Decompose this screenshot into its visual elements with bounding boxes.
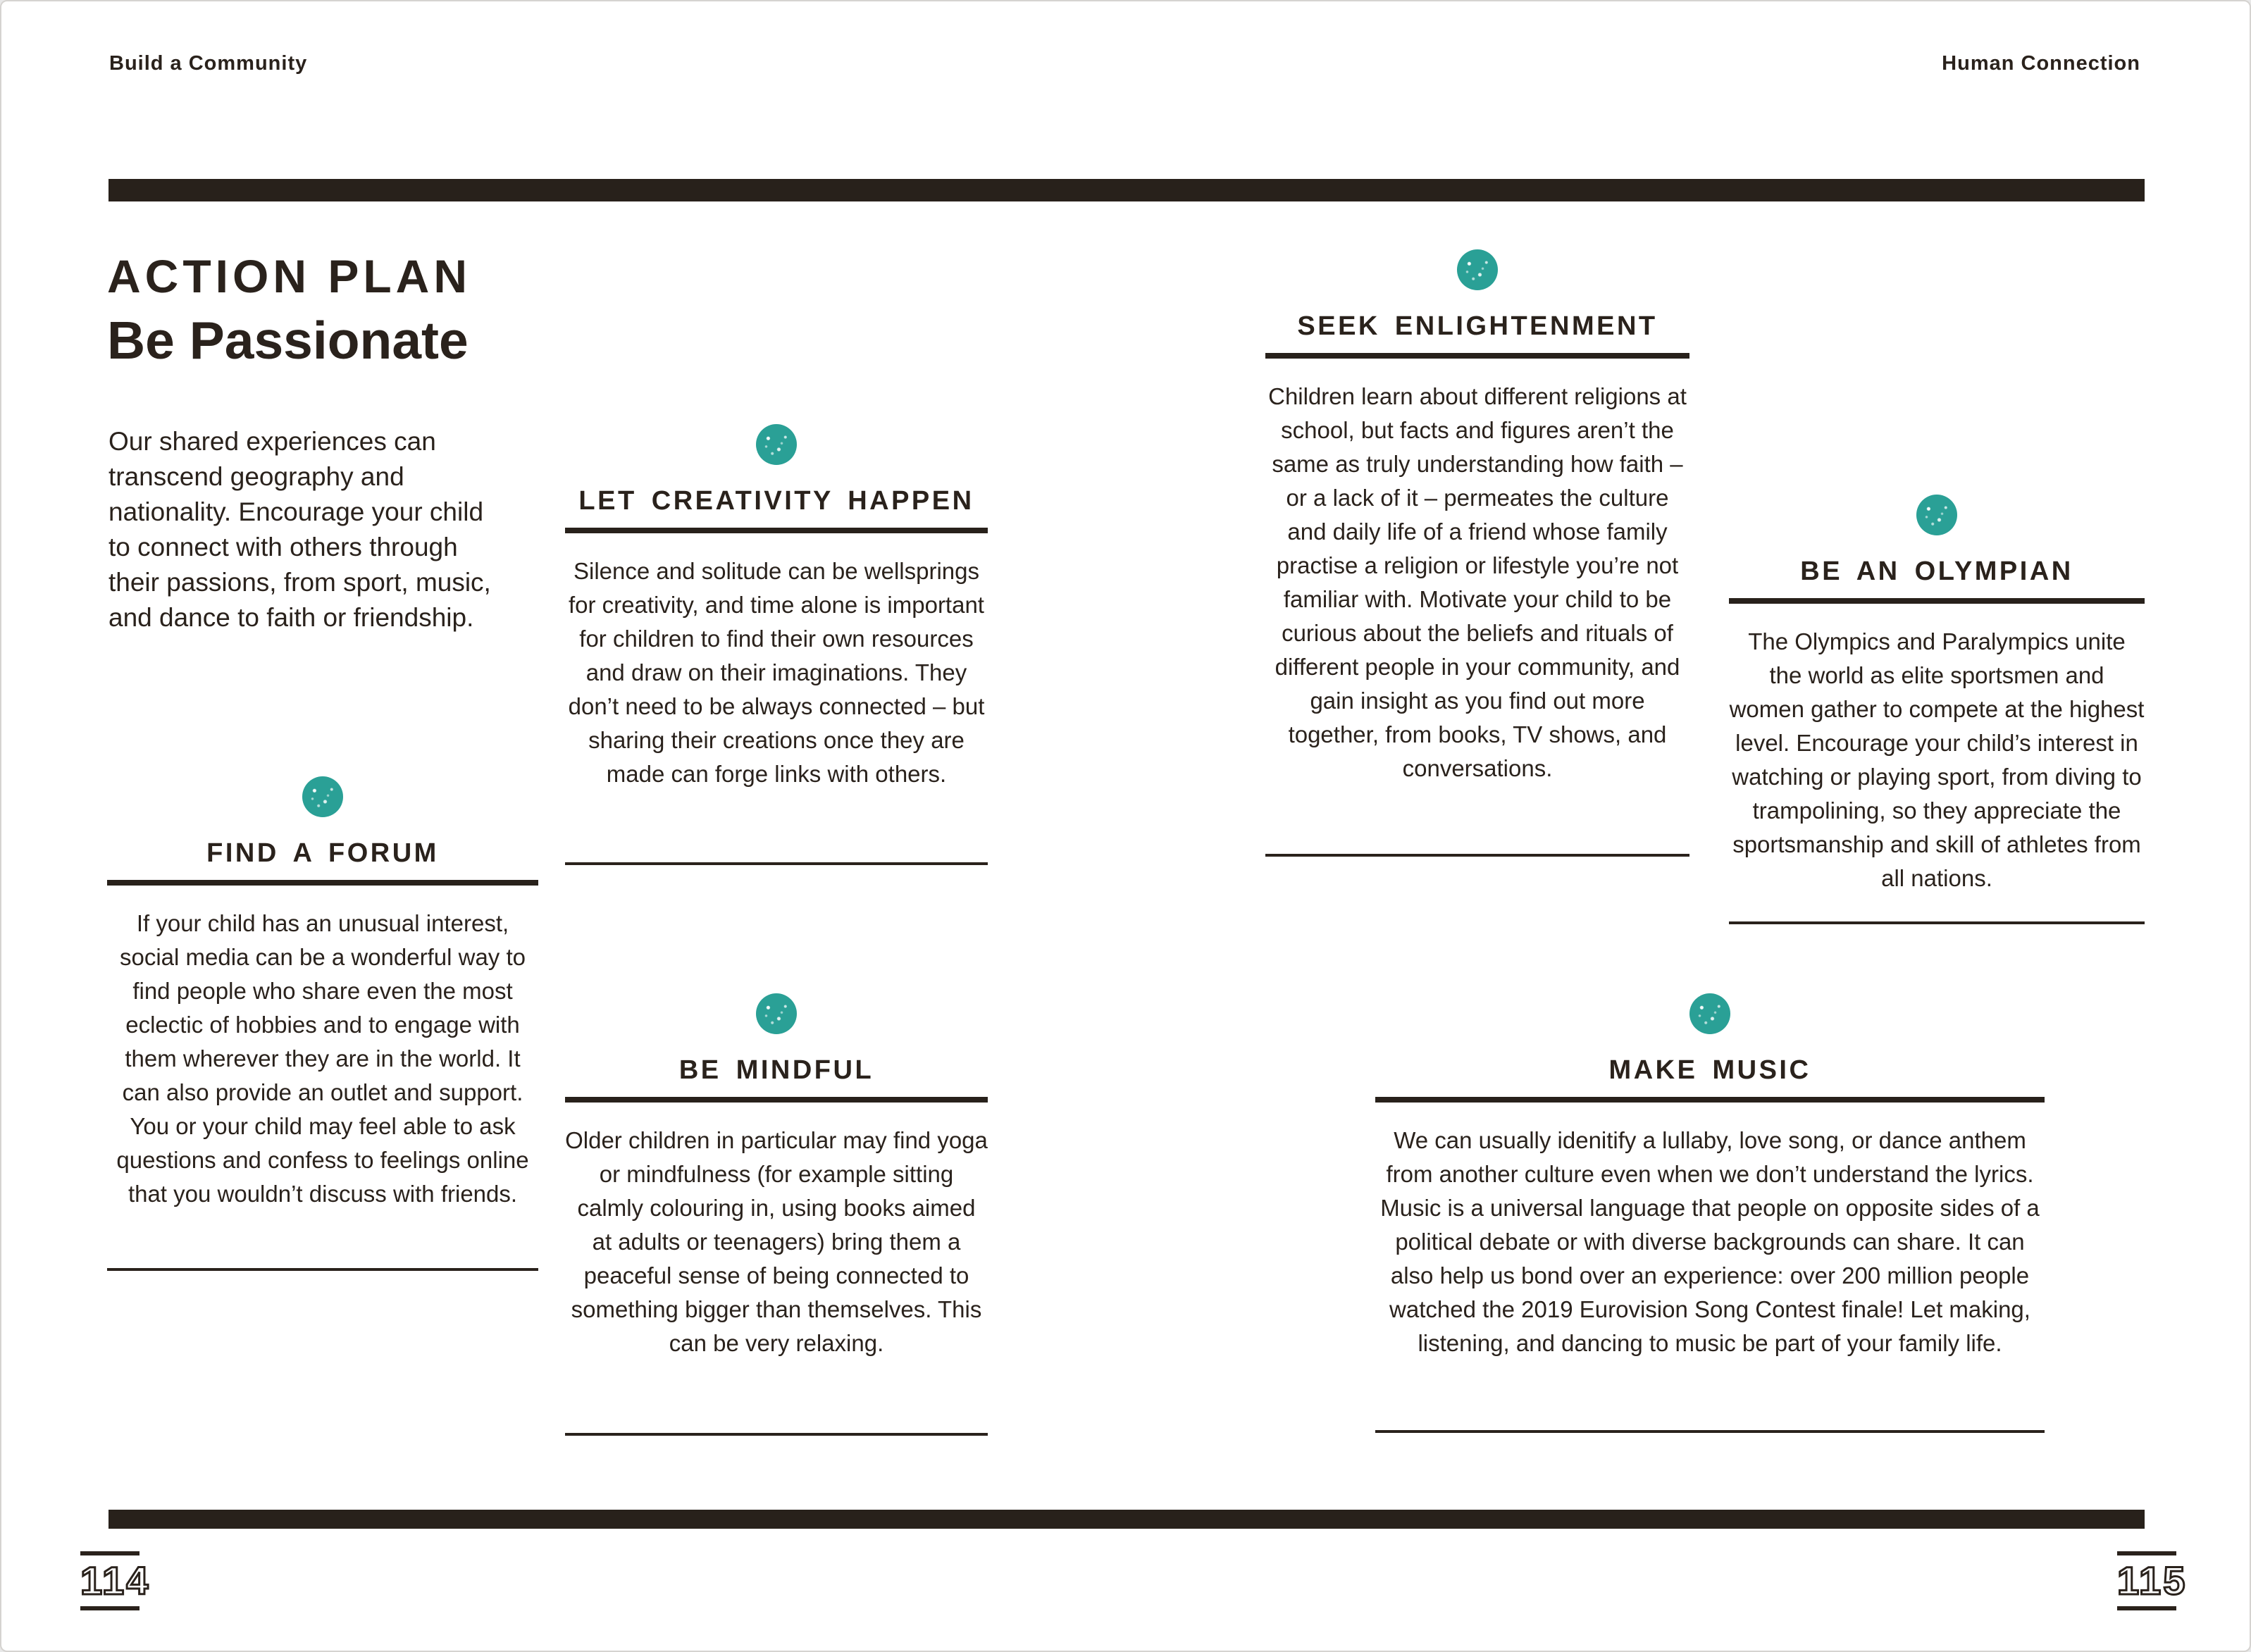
intro-paragraph: Our shared experiences can transcend geography and nationality. Encourage your child to connect with others through their passions, from sport, music, and dance to faith or friendship. [108, 427, 491, 632]
section-make-music [1375, 993, 2045, 1433]
section-body: We can usually idenitify a lullaby, love song, or dance anthem from another culture even when we don’t understand the lyrics. Music is a universal language that people on opposite sides of a political debate or with diverse backgrounds can share. It can also help us bond over an experience: over 200 million people watched the 2019 Eurovision Song Contest finale! Let making, listening, and dancing to music be part of your family life. [1380, 1127, 2040, 1356]
running-head-left: Build a Community [109, 52, 308, 75]
section-be-mindful [565, 993, 988, 1436]
section-bottom-rule [1729, 921, 2145, 924]
section-body: If your child has an unusual interest, social media can be a wonderful way to find people who share even the most eclectic of hobbies and to engage with them wherever they are in the world. It can also provide an outlet and support. You or your child may feel able to ask questions and confess to feelings online that you wouldn’t discuss with friends. [116, 910, 529, 1207]
title-rule [1729, 598, 2145, 604]
section-bottom-rule [565, 862, 988, 865]
section-bottom-rule [1375, 1430, 2045, 1433]
section-find-a-forum [107, 776, 538, 1271]
folio-rule-top [2117, 1551, 2176, 1555]
section-seek-enlightenment [1265, 249, 1689, 857]
section-bottom-rule [565, 1433, 988, 1436]
section-body: The Olympics and Paralympics unite the world as elite sportsmen and women gather to compete at the highest level. Encourage your child’s interest in watching or playing sport, from diving to trampolining, so they appreciate the sportsmanship and skill of athletes from all nations. [1729, 628, 2145, 891]
section-body: Silence and solitude can be wellsprings for creativity, and time alone is important for children to find their own resources and draw on their imaginations. They don’t need to be always connected – but sharing their creations once they are made can forge links with others. [568, 558, 985, 787]
top-rule-bar [108, 179, 2145, 201]
section-title: BE MINDFUL [678, 1055, 874, 1085]
teal-dot-icon [756, 424, 797, 465]
section-let-creativity-happen [565, 424, 988, 865]
section-body: Older children in particular may find yoga or mindfulness (for example sitting calmly colouring in, using books aimed at adults or teenagers) bring them a peaceful sense of being connected to something bigger than themselves. This can be very relaxing. [565, 1127, 988, 1356]
section-title: LET CREATIVITY HAPPEN [578, 486, 974, 516]
section-title: MAKE MUSIC [1608, 1055, 1811, 1085]
title-rule [565, 1097, 988, 1103]
section-body: Children learn about different religions at school, but facts and figures aren’t the same as truly understanding how faith – or a lack of it – permeates the culture and daily life of a friend whose family practise a religion or lifestyle you’re not familiar with. Motivate your child to be curious about the beliefs and rituals of different people in your community, and gain insight as you find out more together, from books, TV shows, and conversations. [1268, 383, 1687, 781]
action-plan-kicker: ACTION PLAN [107, 250, 471, 302]
teal-dot-icon [1689, 993, 1730, 1034]
teal-dot-icon [302, 776, 343, 817]
section-bottom-rule [1265, 854, 1689, 857]
running-head-right: Human Connection [1942, 52, 2140, 75]
page-number: 114 [80, 1558, 151, 1603]
title-rule [107, 880, 538, 886]
section-title: FIND A FORUM [206, 838, 439, 868]
page-number: 115 [2117, 1558, 2188, 1603]
title-rule [1265, 353, 1689, 359]
folio-rule-bottom [2117, 1606, 2176, 1610]
section-bottom-rule [107, 1268, 538, 1271]
teal-dot-icon [756, 993, 797, 1034]
folio-rule-top [80, 1551, 139, 1555]
section-title: BE AN OLYMPIAN [1800, 557, 2073, 586]
bottom-rule-bar [108, 1510, 2145, 1529]
page-title: Be Passionate [107, 311, 469, 370]
title-rule [1375, 1097, 2045, 1103]
section-be-an-olympian [1729, 495, 2145, 924]
page-number-right [2117, 1551, 2188, 1610]
section-title: SEEK ENLIGHTENMENT [1297, 311, 1658, 341]
page-number-left [80, 1551, 151, 1610]
title-rule [565, 528, 988, 533]
folio-rule-bottom [80, 1606, 139, 1610]
teal-dot-icon [1916, 495, 1957, 535]
teal-dot-icon [1457, 249, 1498, 290]
